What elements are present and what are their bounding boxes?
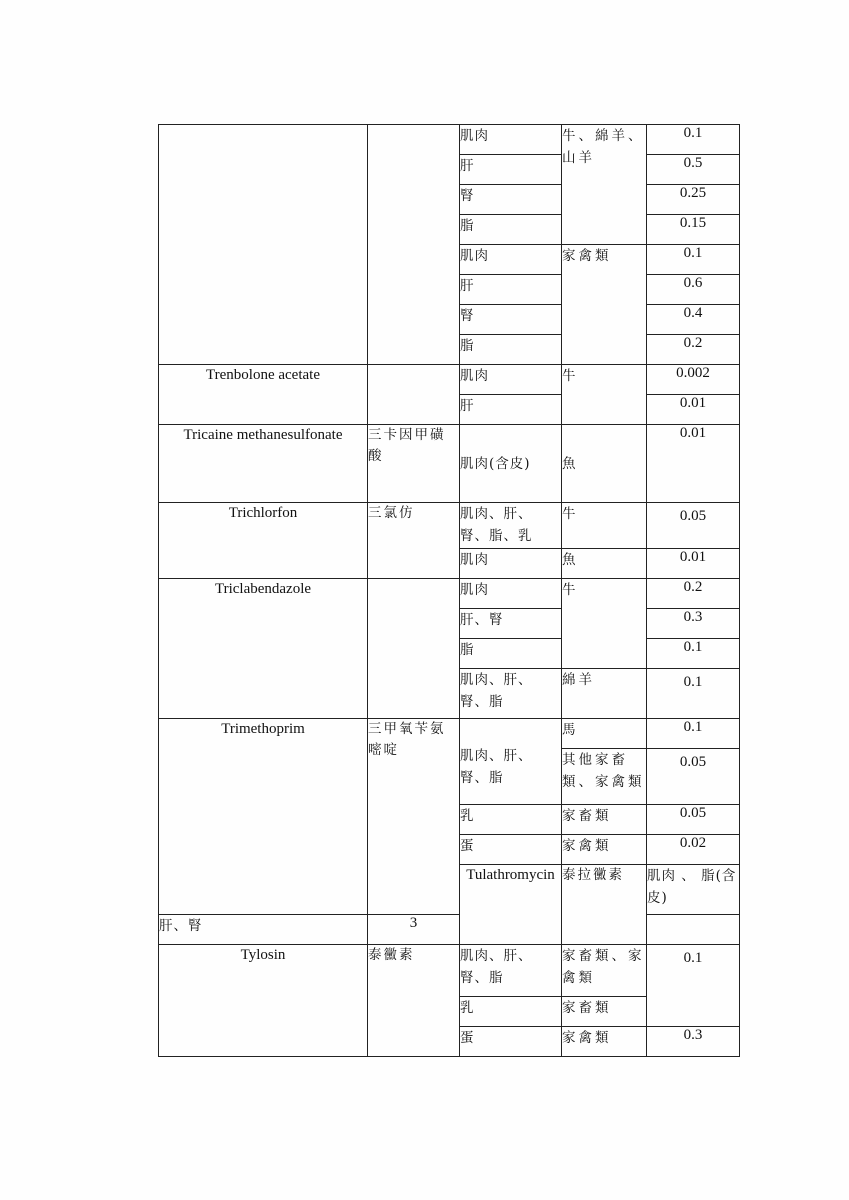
tissue-cell: 肝、腎 bbox=[460, 609, 562, 639]
species-cell: 魚 bbox=[562, 549, 647, 579]
mrl-value-cell: 0.1 bbox=[647, 669, 740, 719]
mrl-value-cell: 0.25 bbox=[647, 185, 740, 215]
mrl-value-cell: 0.2 bbox=[647, 335, 740, 365]
species-cell: 家畜類 bbox=[562, 997, 647, 1027]
drug-chinese-name-cell: 泰拉黴素 bbox=[562, 865, 647, 945]
table-row bbox=[159, 365, 740, 395]
drug-chinese-name-cell: 泰黴素 bbox=[368, 945, 460, 1057]
drug-name-cell bbox=[159, 125, 368, 365]
table-row bbox=[159, 915, 740, 945]
tissue-cell: 脂 bbox=[460, 335, 562, 365]
mrl-value-cell: 0.05 bbox=[647, 805, 740, 835]
mrl-value-cell: 0.6 bbox=[647, 275, 740, 305]
tissue-cell: 肌肉、肝、腎、脂 bbox=[460, 669, 562, 719]
tissue-cell: 肝 bbox=[460, 275, 562, 305]
tissue-cell: 肌肉 bbox=[460, 579, 562, 609]
mrl-value-cell: 0.2 bbox=[647, 579, 740, 609]
drug-name-cell: Triclabendazole bbox=[159, 579, 368, 719]
species-cell: 牛 bbox=[562, 503, 647, 549]
tissue-cell: 肌肉、肝、腎、脂 bbox=[460, 945, 562, 997]
mrl-value-cell: 3 bbox=[368, 915, 460, 945]
species-cell: 綿羊 bbox=[562, 669, 647, 719]
tissue-cell: 肌肉(含皮) bbox=[460, 425, 562, 503]
mrl-value-cell: 0.4 bbox=[647, 305, 740, 335]
mrl-value-cell: 0.002 bbox=[647, 365, 740, 395]
tissue-cell: 肌肉 、 脂(含皮) bbox=[647, 865, 740, 915]
drug-name-cell: Tricaine methanesulfonate bbox=[159, 425, 368, 503]
mrl-value-cell: 0.1 bbox=[647, 719, 740, 749]
drug-chinese-name-cell: 三甲氧苄氨嘧啶 bbox=[368, 719, 460, 915]
mrl-value-cell: 0.01 bbox=[647, 395, 740, 425]
drug-name-cell: Trichlorfon bbox=[159, 503, 368, 579]
mrl-value-cell: 0.05 bbox=[647, 503, 740, 549]
tissue-cell: 脂 bbox=[460, 215, 562, 245]
mrl-value-cell: 0.15 bbox=[647, 215, 740, 245]
table-row bbox=[159, 425, 740, 503]
tissue-cell: 蛋 bbox=[460, 1027, 562, 1057]
mrl-value-cell: 0.1 bbox=[647, 245, 740, 275]
mrl-value-cell: 0.01 bbox=[647, 549, 740, 579]
tissue-cell: 脂 bbox=[460, 639, 562, 669]
tissue-cell: 肝 bbox=[460, 155, 562, 185]
table-row bbox=[159, 503, 740, 549]
drug-chinese-name-cell bbox=[368, 125, 460, 365]
drug-chinese-name-cell bbox=[368, 365, 460, 425]
table-row bbox=[159, 579, 740, 609]
drug-name-cell: Trenbolone acetate bbox=[159, 365, 368, 425]
table-row bbox=[159, 945, 740, 997]
species-cell: 其他家畜類、家禽類 bbox=[562, 749, 647, 805]
tissue-cell: 蛋 bbox=[460, 835, 562, 865]
tissue-cell: 肌肉、肝、腎、脂、乳 bbox=[460, 503, 562, 549]
table-row bbox=[159, 125, 740, 155]
species-cell: 家禽類 bbox=[562, 1027, 647, 1057]
mrl-value-cell: 0.02 bbox=[647, 835, 740, 865]
mrl-value-cell: 0.01 bbox=[647, 425, 740, 503]
species-cell: 魚 bbox=[562, 425, 647, 503]
tissue-cell: 肌肉、肝、腎、脂 bbox=[460, 719, 562, 805]
species-cell: 牛、綿羊、山羊 bbox=[562, 125, 647, 245]
drug-name-cell: Tylosin bbox=[159, 945, 368, 1057]
drug-chinese-name-cell: 三氯仿 bbox=[368, 503, 460, 579]
mrl-value-cell: 0.1 bbox=[647, 639, 740, 669]
tissue-cell: 肌肉 bbox=[460, 549, 562, 579]
species-cell: 家畜類、家禽類 bbox=[562, 945, 647, 997]
tissue-cell: 乳 bbox=[460, 997, 562, 1027]
species-cell: 牛 bbox=[562, 579, 647, 669]
tissue-cell: 肌肉 bbox=[460, 245, 562, 275]
mrl-value-cell: 0.05 bbox=[647, 749, 740, 805]
tissue-cell: 肝 bbox=[460, 395, 562, 425]
drug-name-cell: Tulathromycin bbox=[460, 865, 562, 945]
tissue-cell: 肌肉 bbox=[460, 365, 562, 395]
mrl-value-cell: 0.3 bbox=[647, 1027, 740, 1057]
mrl-value-cell: 0.1 bbox=[647, 125, 740, 155]
tissue-cell: 肝、腎 bbox=[159, 915, 368, 945]
mrl-value-cell: 0.3 bbox=[647, 609, 740, 639]
tissue-cell: 乳 bbox=[460, 805, 562, 835]
tissue-cell: 肌肉 bbox=[460, 125, 562, 155]
drug-name-cell: Trimethoprim bbox=[159, 719, 368, 915]
table-row bbox=[159, 719, 740, 749]
species-cell: 馬 bbox=[562, 719, 647, 749]
mrl-value-cell: 0.1 bbox=[647, 945, 740, 1027]
drug-chinese-name-cell bbox=[368, 579, 460, 719]
species-cell: 家禽類 bbox=[562, 835, 647, 865]
species-cell: 家禽類 bbox=[562, 245, 647, 365]
mrl-table bbox=[158, 124, 740, 1057]
drug-chinese-name-cell: 三卡因甲磺酸 bbox=[368, 425, 460, 503]
species-cell: 牛 bbox=[562, 365, 647, 425]
tissue-cell: 腎 bbox=[460, 185, 562, 215]
mrl-value-cell: 0.5 bbox=[647, 155, 740, 185]
species-cell: 家畜類 bbox=[562, 805, 647, 835]
tissue-cell: 腎 bbox=[460, 305, 562, 335]
